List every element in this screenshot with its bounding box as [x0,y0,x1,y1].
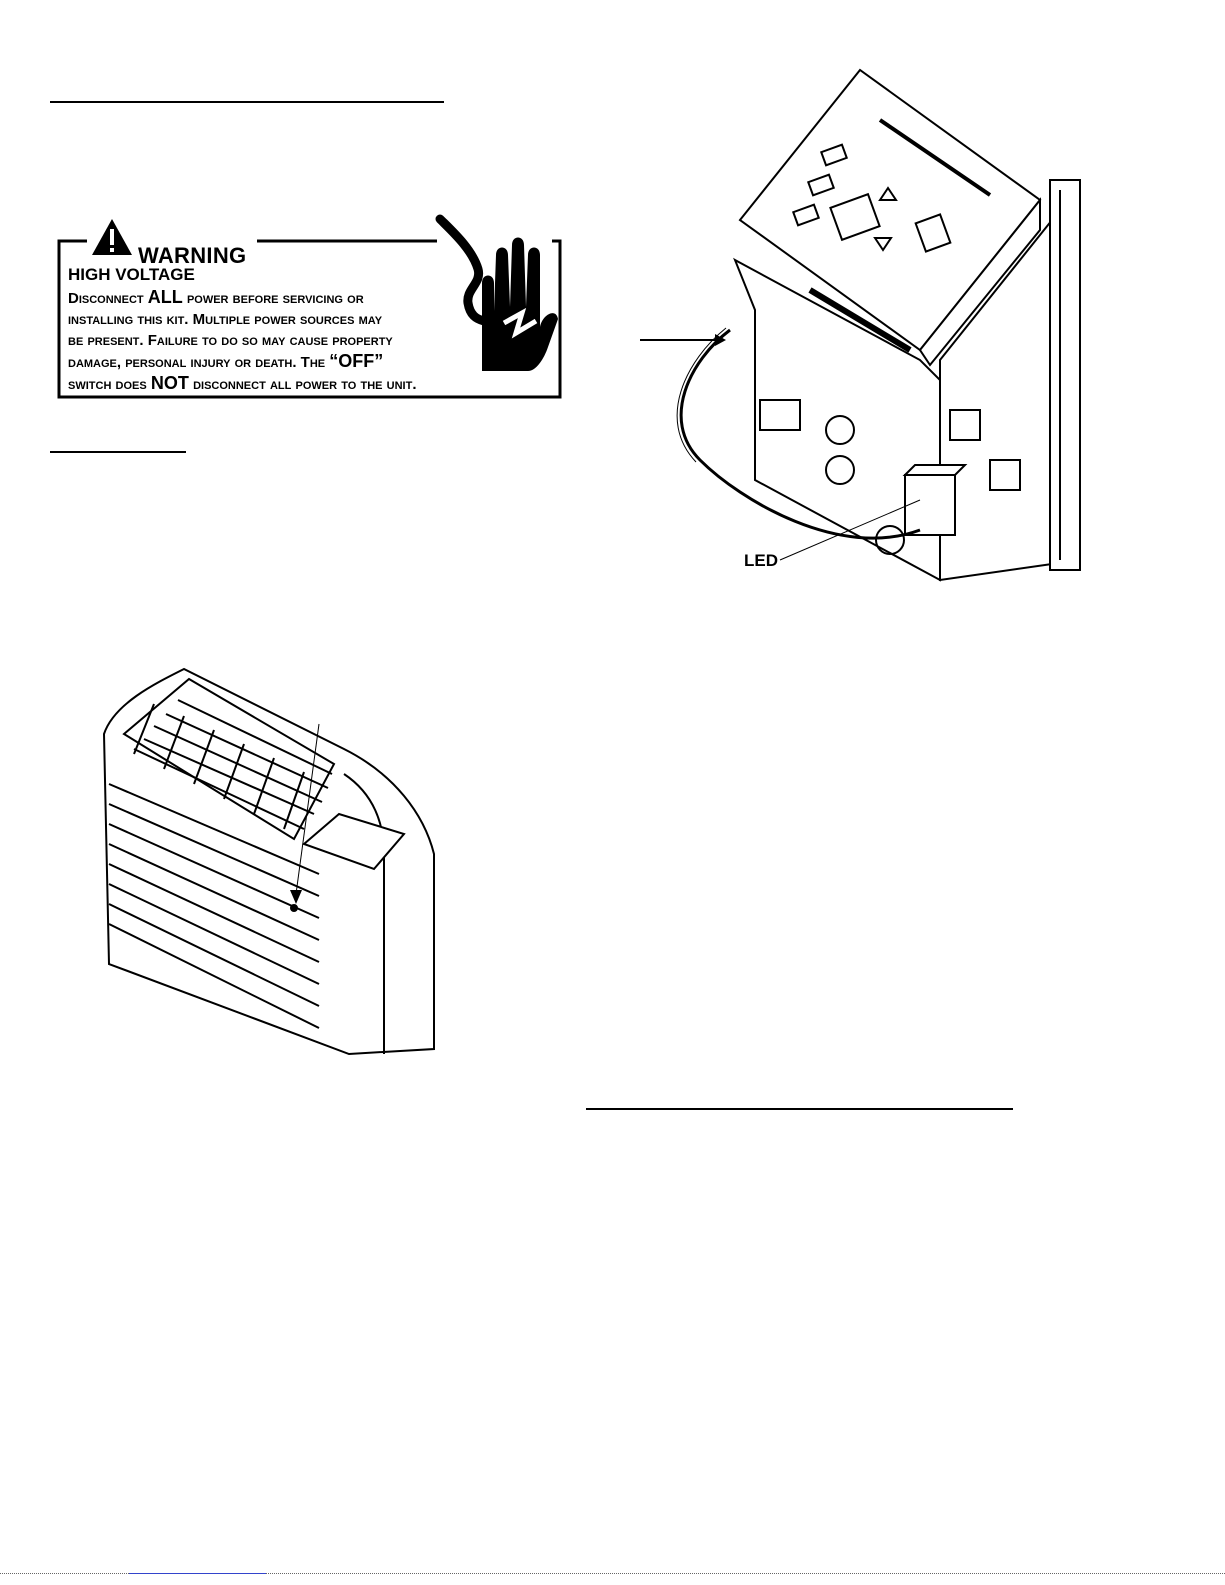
electric-hand-icon [432,211,562,371]
warning-title: WARNING [134,243,250,269]
warning-text: switch does [68,376,151,393]
warning-text: installing this kit. Multiple power sources may [68,311,383,328]
section-heading-rule-2 [50,451,186,453]
warning-text-emph: NOT [150,373,189,393]
footer-link-underline[interactable] [129,1573,266,1574]
ptac-unit-figure [94,664,439,1059]
warning-text-emph: ALL [147,287,183,307]
warning-heading: HIGH VOLTAGE [68,265,195,284]
led-callout-label: LED [744,551,778,570]
control-box-figure [620,60,1100,590]
high-voltage-warning-label [57,239,562,399]
warning-text: be present. Failure to do so may cause property [68,332,393,349]
warning-text-emph: “OFF” [329,351,384,371]
warning-text: power before servicing or [182,290,364,307]
warning-text: damage, personal injury or death. The [68,354,330,371]
warning-triangle-icon [90,217,134,257]
warning-text: disconnect all power to the unit. [188,376,417,393]
warning-text: Disconnect [68,290,148,307]
section-heading-rule-3 [586,1108,1013,1110]
section-heading-rule-1 [50,101,444,103]
